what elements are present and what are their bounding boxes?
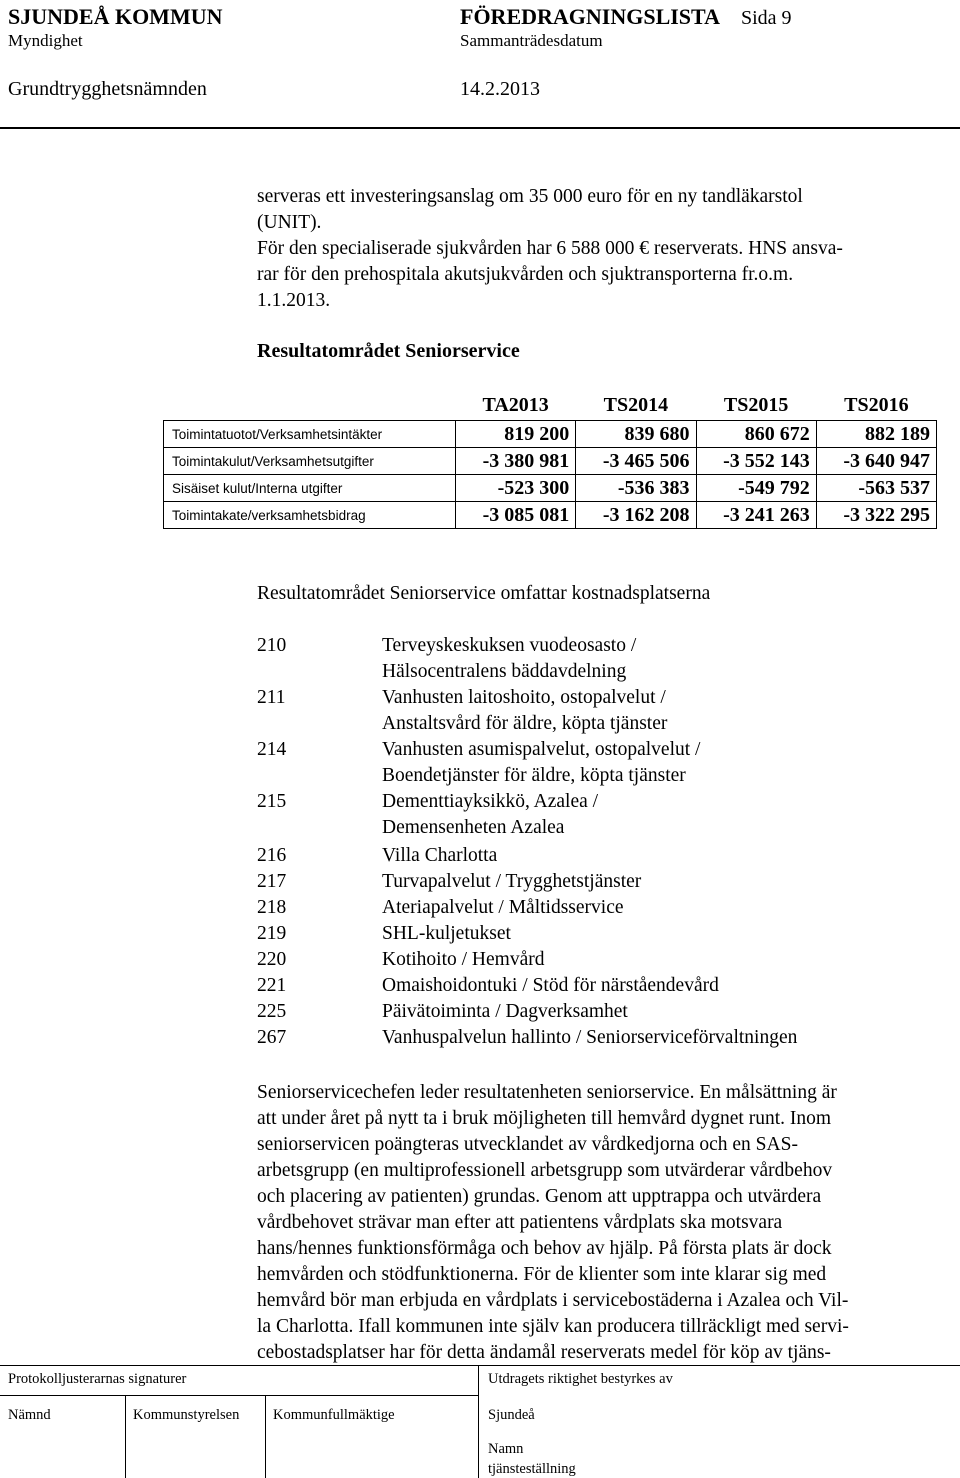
list-item: [257, 947, 897, 973]
body-line: hans/hennes funktionsförmåga och behov av hjälp. På första plats är dock: [257, 1238, 832, 1259]
table-cell: -3 552 143: [696, 448, 816, 475]
table-cell: -3 241 263: [696, 502, 816, 529]
table-cell: -3 640 947: [816, 448, 936, 475]
meeting-date: 14.2.2013: [460, 78, 540, 100]
cost-center-name: Päivätoiminta / Dagverksamhet: [382, 1001, 628, 1022]
table-cell: -3 322 295: [816, 502, 936, 529]
list-item: [257, 895, 897, 921]
intro-line: serveras ett investeringsanslag om 35 000 euro för en ny tandläkarstol: [257, 186, 803, 207]
list-item: [257, 737, 897, 789]
cost-center-code: 211: [257, 687, 286, 708]
list-item: [257, 973, 897, 999]
section-title: Resultatområdet Seniorservice: [257, 340, 520, 362]
footer-column-line: [265, 1395, 266, 1478]
list-item: [257, 869, 897, 895]
cost-center-name: Vanhusten asumispalvelut, ostopalvelut /: [382, 739, 701, 760]
body-line: la Charlotta. Ifall kommunen inte själv kan producera tillräckligt med servi-: [257, 1316, 849, 1337]
list-item: [257, 999, 897, 1025]
intro-line: rar för den prehospitala akutsjukvården och sjuktransporterna fr.o.m.: [257, 264, 794, 285]
meeting-date-label: Sammanträdesdatum: [460, 31, 603, 50]
cost-center-code: 214: [257, 739, 287, 760]
cost-center-name: Boendetjänster för äldre, köpta tjänster: [382, 765, 686, 786]
extract-label: Utdragets riktighet bestyrkes av: [488, 1371, 673, 1387]
cost-center-name: Vanhusten laitoshoito, ostopalvelut /: [382, 687, 666, 708]
municipality-name: SJUNDEÅ KOMMUN: [8, 4, 223, 29]
row-label: Toimintakate/verksamhetsbidrag: [164, 502, 456, 529]
header-rule: [0, 127, 960, 129]
intro-line: 1.1.2013.: [257, 290, 331, 311]
cost-center-name: SHL-kuljetukset: [382, 923, 511, 944]
column-header: TA2013: [482, 393, 549, 416]
body-line: Seniorservicechefen leder resultatenheten seniorservice. En målsättning är: [257, 1082, 837, 1103]
cost-center-name: Ateriapalvelut / Måltidsservice: [382, 897, 624, 918]
body-line: och placering av patienten) grundas. Genom att upptrappa och utvärdera: [257, 1186, 822, 1207]
cost-center-name: Terveyskeskuksen vuodeosasto /: [382, 635, 637, 656]
footer-divider: [478, 1365, 479, 1478]
cost-center-code: 225: [257, 1001, 287, 1022]
footer-signature-rule: [0, 1395, 478, 1396]
cost-center-name: Turvapalvelut / Trygghetstjänster: [382, 871, 642, 892]
budget-table: [163, 390, 937, 529]
table-cell: 882 189: [816, 421, 936, 448]
footer-top-rule: [0, 1365, 960, 1366]
body-label: Nämnd: [8, 1407, 51, 1423]
cost-center-name: Anstaltsvård för äldre, köpta tjänster: [382, 713, 668, 734]
cost-center-code: 219: [257, 923, 287, 944]
cost-centers-intro: Resultatområdet Seniorservice omfattar kostnadsplatserna: [257, 583, 711, 604]
list-item: [257, 685, 897, 737]
intro-line: (UNIT).: [257, 212, 322, 233]
cost-center-name: Omaishoidontuki / Stöd för närståendevård: [382, 975, 719, 996]
intro-paragraph: [257, 184, 843, 314]
body-line: hemvård bör man erbjuda en vårdplats i servicebostäderna i Azalea och Vil-: [257, 1290, 849, 1311]
table-row: [164, 475, 937, 502]
table-cell: 860 672: [696, 421, 816, 448]
document-type: FÖREDRAGNINGSLISTA: [460, 4, 720, 29]
intro-line: För den specialiserade sjukvården har 6 588 000 € reserverats. HNS ansva-: [257, 238, 843, 259]
column-header: TS2014: [603, 393, 669, 416]
page-number: Sida 9: [741, 7, 792, 29]
municipal-board-label: Kommunstyrelsen: [133, 1407, 240, 1423]
list-item: [257, 921, 897, 947]
authority-name: Grundtrygghetsnämnden: [8, 78, 207, 100]
table-cell: 819 200: [456, 421, 576, 448]
table-cell: -523 300: [456, 475, 576, 502]
table-row: [164, 421, 937, 448]
column-header: TS2015: [723, 393, 789, 416]
list-item: [257, 843, 897, 869]
body-line: arbetsgrupp (en multiprofessionell arbetsgrupp som utvärderar vårdbehov: [257, 1160, 833, 1181]
table-header-empty: [164, 390, 456, 421]
municipal-council-label: Kommunfullmäktige: [273, 1407, 395, 1423]
cost-center-name: Vanhuspalvelun hallinto / Seniorserviceförvaltningen: [382, 1027, 798, 1048]
authority-label: Myndighet: [8, 31, 83, 50]
cost-center-code: 217: [257, 871, 287, 892]
position-label: tjänsteställning: [488, 1461, 576, 1477]
table-cell: -563 537: [816, 475, 936, 502]
name-label: Namn: [488, 1441, 524, 1457]
cost-center-name: Dementtiayksikkö, Azalea /: [382, 791, 599, 812]
body-line: hemvården och stödfunktionerna. För de klienter som inte klarar sig med: [257, 1264, 827, 1285]
table-row: [164, 502, 937, 529]
body-line: att under året på nytt ta i bruk möjligheten till hemvård dygnet runt. Inom: [257, 1108, 832, 1129]
cost-center-name: Demensenheten Azalea: [382, 817, 565, 838]
signatures-label: Protokolljusterarnas signaturer: [8, 1371, 187, 1387]
cost-center-code: 210: [257, 635, 287, 656]
table-cell: -3 085 081: [456, 502, 576, 529]
body-line: vårdbehovet strävar man efter att patientens vårdplats ska motsvara: [257, 1212, 783, 1233]
list-item: [257, 1025, 897, 1051]
cost-center-name: Villa Charlotta: [382, 845, 498, 866]
cost-center-code: 221: [257, 975, 287, 996]
row-label: Sisäiset kulut/Interna utgifter: [164, 475, 456, 502]
cost-center-code: 267: [257, 1027, 287, 1048]
body-line: seniorservicen poängteras utvecklandet av vårdkedjorna och en SAS-: [257, 1134, 798, 1155]
list-item: [257, 633, 897, 685]
footer-column-line: [125, 1395, 126, 1478]
table-header-row: [164, 390, 937, 421]
cost-center-name: Kotihoito / Hemvård: [382, 949, 545, 970]
cost-center-code: 218: [257, 897, 287, 918]
row-label: Toimintakulut/Verksamhetsutgifter: [164, 448, 456, 475]
list-item: [257, 789, 897, 841]
place-label: Sjundeå: [488, 1407, 535, 1423]
cost-center-code: 216: [257, 845, 287, 866]
row-label: Toimintatuotot/Verksamhetsintäkter: [164, 421, 456, 448]
cost-center-name: Hälsocentralens bäddavdelning: [382, 661, 627, 682]
body-line: cebostadsplatser har för detta ändamål reserverats medel för köp av tjäns-: [257, 1342, 831, 1363]
table-cell: -549 792: [696, 475, 816, 502]
cost-center-code: 215: [257, 791, 287, 812]
body-paragraph: [257, 1080, 849, 1366]
table-cell: -3 162 208: [576, 502, 696, 529]
column-header: TS2016: [844, 393, 909, 416]
table-cell: -3 380 981: [456, 448, 576, 475]
table-row: [164, 448, 937, 475]
cost-center-code: 220: [257, 949, 287, 970]
table-cell: -536 383: [576, 475, 696, 502]
table-cell: 839 680: [576, 421, 696, 448]
table-cell: -3 465 506: [576, 448, 696, 475]
